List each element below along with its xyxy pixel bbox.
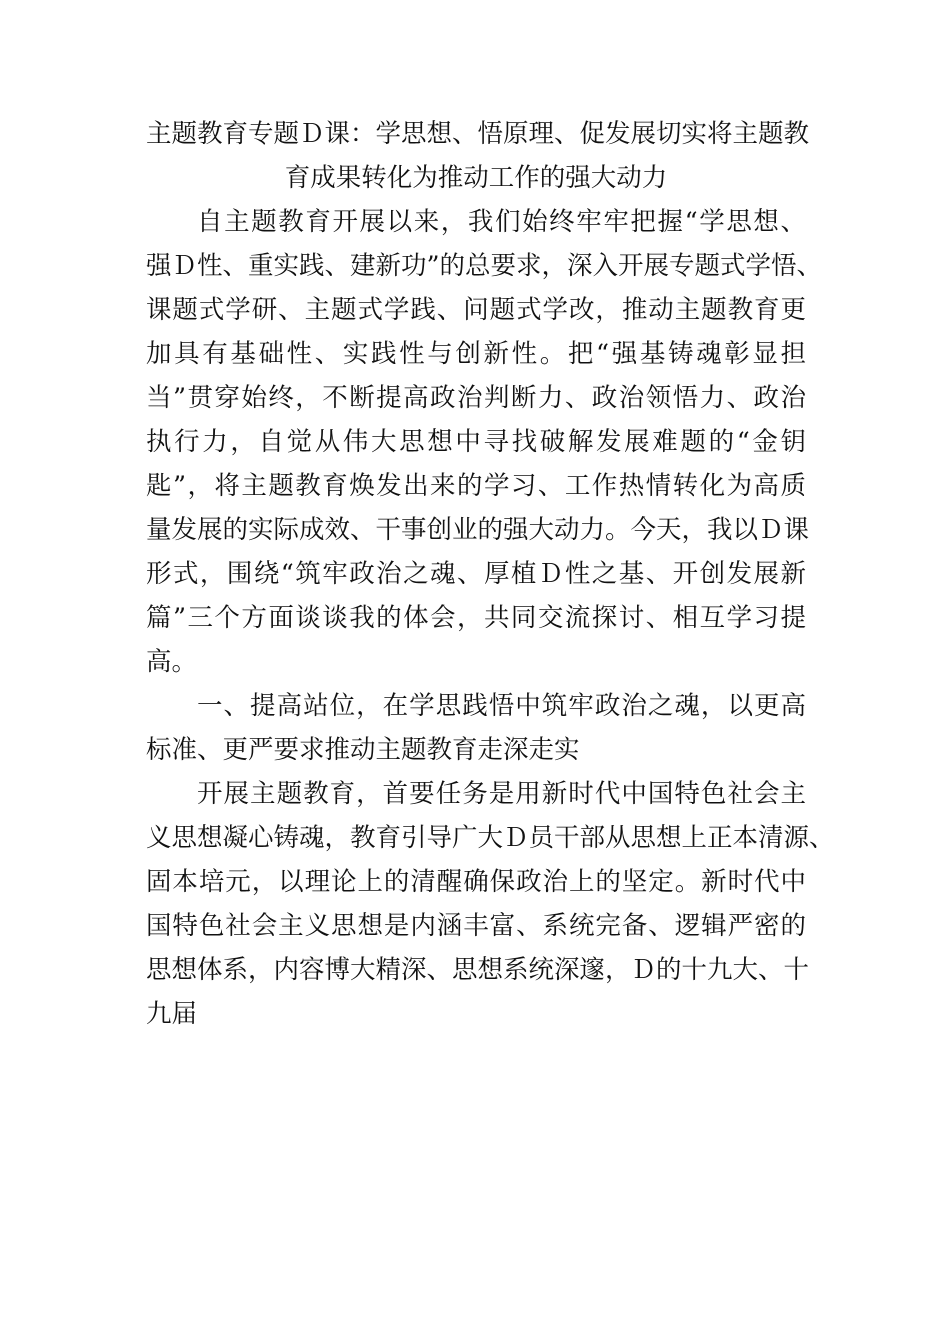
paragraph-line: 篇”三个方面谈谈我的体会，共同交流探讨、相互学习提 [146,603,806,633]
paragraph-line: 量发展的实际成效、干事创业的强大动力。今天，我以Ｄ课 [146,515,810,545]
paragraph-line: 执行力，自觉从伟大思想中寻找破解发展难题的“金钥 [146,427,806,457]
paragraph-line: 形式，围绕“筑牢政治之魂、厚植Ｄ性之基、开创发展新 [146,559,806,589]
paragraph-line: 强Ｄ性、重实践、建新功”的总要求，深入开展专题式学悟、 [146,251,823,281]
paragraph-line: 高。 [146,647,198,677]
paragraph-line: 固本培元，以理论上的清醒确保政治上的坚定。新时代中 [146,867,806,897]
paragraph-line: 加具有基础性、实践性与创新性。把“强基铸魂彰显担 [146,339,806,369]
paragraph-line: 开展主题教育，首要任务是用新时代中国特色社会主 [197,779,806,809]
paragraph-line: 当”贯穿始终，不断提高政治判断力、政治领悟力、政治 [146,383,806,413]
document-title-line-1: 主题教育专题Ｄ课：学思想、悟原理、促发展切实将主题教 [146,119,810,149]
section-heading-1 [146,684,806,772]
document-title-line-2: 育成果转化为推动工作的强大动力 [284,163,668,193]
paragraph-line: 国特色社会主义思想是内涵丰富、系统完备、逻辑严密的 [146,911,806,941]
document-body [146,112,835,1036]
paragraph-line: 匙”，将主题教育焕发出来的学习、工作热情转化为高质 [146,471,806,501]
paragraph-intro [146,200,823,684]
section-heading-line: 标准、更严要求推动主题教育走深走实 [146,735,580,765]
paragraph-line: 自主题教育开展以来，我们始终牢牢把握“学思想、 [197,207,806,237]
paragraph-section-1-body [146,772,835,1036]
paragraph-line: 义思想凝心铸魂，教育引导广大Ｄ员干部从思想上正本清源、 [146,823,835,853]
paragraph-line: 思想体系，内容博大精深、思想系统深邃，Ｄ的十九大、十 [146,955,810,985]
paragraph-line: 课题式学研、主题式学践、问题式学改，推动主题教育更 [146,295,806,325]
paragraph-line: 九届 [146,999,198,1029]
section-heading-line: 一、提高站位，在学思践悟中筑牢政治之魂，以更高 [197,691,806,721]
